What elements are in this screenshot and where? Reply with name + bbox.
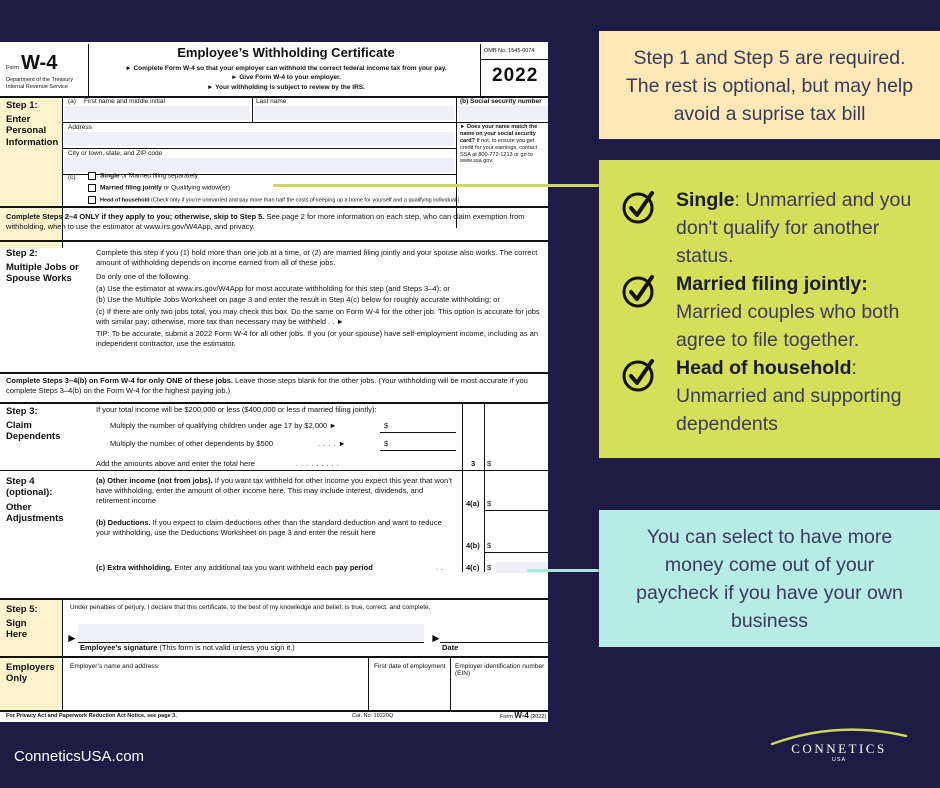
signature-field[interactable] [78, 624, 424, 641]
ein-label: Employer identification number (EIN) [455, 663, 545, 678]
step3-subtitle: Claim Dependents [6, 420, 61, 443]
checkmark-circle-icon [621, 273, 657, 309]
filing-status-single: Single: Unmarried and you don't qualify for another status. [621, 186, 930, 270]
step4-subtitle: Other Adjustments [6, 502, 64, 525]
omb-number: OMB No. 1545-0074 [484, 48, 535, 54]
checkmark-circle-icon [621, 189, 657, 225]
last-name-field[interactable] [254, 106, 454, 120]
connector-extra-withholding [527, 569, 599, 572]
married-option[interactable]: Married filing jointly or Qualifying widow(er) [88, 184, 230, 192]
perjury-statement: Under penalties of perjury, I declare that this certificate, to the best of my knowledge and belief, is true, correct, and complete. [70, 604, 431, 611]
ssn-field[interactable] [458, 106, 548, 120]
step1-title: Step 1: [6, 100, 38, 111]
step2-title: Step 2: [6, 248, 38, 259]
step1-subtitle: Enter Personal Information [6, 114, 59, 148]
date-label: Date [442, 643, 459, 652]
city-label: City or town, state, and ZIP code [68, 150, 163, 157]
required-steps-card [599, 31, 940, 139]
step4b-text: (b) Deductions. If you expect to claim deductions other than the standard deduction and want to reduce your withholding, use the Deductions Worksheet on page 3 and enter the result here [96, 518, 442, 537]
required-steps-text: Step 1 and Step 5 are required. The rest is optional, but may help avoid a suprise tax bill [625, 47, 914, 125]
logo-sub: USA [831, 757, 847, 763]
w4-form-image: Form W-4 Department of the Treasury Internal Revenue Service Employee’s Withholding Certificate ► Complete Form W-4 so that your employer can withhold the correct federal income tax from your pay. ► Give Form W-4 to your employer. ► Your withholding is subject to review by the IRS. OMB No. 1545-0074 2022 Step 1: Enter Personal Information (a) First name and middle initial Last name (b) Social security number Address City or town, state, and ZIP code ► Does your name match the name on your social security card? If not, to ensure you get credit for your earnings, contact SSA at 800-772-1213 or go to www.ssa.gov. (c) Single or Married filing separately Married filing jointly or Qualifying widow(er) Head of household (Check only if you’re unmarried and pay more than half the costs of keeping up a home for yourself and a qualifying individual.) Complete Steps 2–4 ONLY if they apply to you; otherwise, skip to Step 5. See page 2 for more information on each step, who can claim exemption from withholding, when to use the estimator at www.irs.gov/W4App, and privacy. Step 2: Multiple Jobs or Spouse Works Complete this step if you (1) hold more than one job at a time, or (2) are married filing jointly and your spouse also works. The correct amount of withholding depends on income earned from all of these jobs. Do only one of the following. (a) Use the estimator at www.irs.gov/W4App for most accurate withholding for this step (and Steps 3–4); or (b) Use the Multiple Jobs Worksheet on page 3 and enter the result in Step 4(c) below for roughly accurate withholding; or (c) If there are only two jobs total, you may check this box. Do the same on Form W-4 for the other job. This option is accurate for jobs with similar pay; otherwise, more tax than necessary may be withheld . . ► TIP: To be accurate, submit a 2022 Form W-4 for all other jobs. If you (or your spouse) have self-employment income, including as an independent contractor, use the estimator. Complete Steps 3–4(b) on Form W-4 for only ONE of these jobs. Leave those steps blank for the other jobs. (Your withholding will be most accurate if you complete Steps 3–4(b) on the Form W-4 for the highest paying job.) Step 3: Claim Dependents If your total income will be $200,000 or less ($400,000 or less if married filing jointly): Multiply the number of qualifying children under age 17 by $2,000 ► $ Multiply the number of other dependents by $500 ....► $ Add the amounts above and enter the total here ......... 3 $ Step 4 (optional): Other Adjustments (a) Other income (not from jobs). If you want tax withheld for other income you expect this year that won’t have withholding, enter the amount of other income here. This may include interest, dividends, and retirement income 4(a) $ (b) Deductions. If you expect to claim deductions other than the standard deduction and want to reduce your withholding, use the Deductions Worksheet on page 3 and enter the result here 4(b) $ (c) Extra withholding. Enter any additional tax you want withheld each pay period .. 4(c) $ Step 5: Sign Here Under penalties of perjury, I declare that this certificate, to the best of my knowledge and belief, is true, correct, and complete. ► Employee’s signature (This form is not valid unless you sign it.) ► Date Employers Only Employer’s name and address First date of employment Employer identification number (EIN) For Privacy Act and Paperwork Reduction Act Notice, see page 3. Cat. No. 10220Q Form W-4 (2022) [0, 42, 548, 722]
step5-subtitle: Sign Here [6, 618, 28, 641]
hoh-option[interactable]: Head of household (Check only if you’re unmarried and pay more than half the costs of keeping up a home for yourself and a qualifying individual.) [88, 196, 460, 204]
hoh-checkbox[interactable] [88, 196, 96, 204]
tax-year: 2022 [492, 65, 539, 86]
instruction-steps-3-4: Complete Steps 3–4(b) on Form W-4 for only ONE of these jobs. Leave those steps blank for the other jobs. (Your withholding will be most accurate if you complete Steps 3–4(b) on the Form W-4 for the highest paying job.) [6, 376, 528, 396]
logo-name: CONNETICS [791, 741, 887, 756]
instruction-steps-2-4: Complete Steps 2–4 ONLY if they apply to you; otherwise, skip to Step 5. See page 2 for more information on each step, who can claim exemption from withholding, when to use the estimator at www.irs.gov/W4App, and privacy. [6, 212, 525, 232]
connetics-logo [768, 726, 910, 766]
extra-withholding-text: You can select to have more money come out of your paycheck if you have your own business [636, 526, 903, 632]
step5-title: Step 5: [6, 604, 38, 615]
website-link[interactable]: ConneticsUSA.com [14, 748, 145, 765]
filing-status-hoh: Head of household: Unmarried and supporting dependents [621, 354, 930, 438]
single-checkbox[interactable] [88, 172, 96, 180]
address-label: Address [68, 124, 92, 131]
step2-body: Complete this step if you (1) hold more than one job at a time, or (2) are married filing jointly and your spouse also works. The correct amount of withholding depends on income earned from all of these jobs. Do only one of the following. (a) Use the estimator at www.irs.gov/W4App for most accurate withholding for this step (and Steps 3–4); or (b) Use the Multiple Jobs Worksheet on page 3 and enter the result in Step 4(c) below for roughly accurate withholding; or (c) If there are only two jobs total, you may check this box. Do the same on Form W-4 for the other job. This option is accurate for jobs with similar pay; otherwise, more tax than necessary may be withheld . . ► TIP: To be accurate, submit a 2022 Form W-4 for all other jobs. If you (or your spouse) have self-employment income, including as an independent contractor, use the estimator. [96, 248, 540, 348]
step4-title: Step 4 (optional): [6, 476, 53, 499]
step2-subtitle: Multiple Jobs or Spouse Works [6, 262, 79, 285]
city-field[interactable] [64, 158, 454, 172]
filing-status-married: Married filing jointly: Married couples who both agree to file together. [621, 270, 930, 354]
extra-withholding-card [599, 510, 940, 647]
first-name-label: First name and middle initial [84, 98, 165, 105]
ssn-label: (b) Social security number [460, 98, 542, 105]
catalog-number: Cat. No. 10220Q [352, 713, 394, 719]
employer-name-label: Employer’s name and address [70, 663, 158, 670]
single-option[interactable]: Single or Married filing separately [88, 172, 198, 180]
connector-filing-status [273, 184, 599, 187]
form-title: Employee’s Withholding Certificate [177, 45, 395, 60]
step4a-text: (a) Other income (not from jobs). If you want tax withheld for other income you expect this year that won’t have withholding, enter the amount of other income here. This may include interest, dividends, and retirement income [96, 476, 452, 505]
form-code-text: W-4 [21, 52, 58, 74]
first-date-label: First date of employment [374, 663, 446, 670]
step5-shade [0, 600, 62, 710]
form-subtitles: ► Complete Form W-4 so that your employer can withhold the correct federal income tax from your pay. ► Give Form W-4 to your employer. ► Your withholding is subject to review by the IRS. [125, 65, 447, 91]
married-checkbox[interactable] [88, 184, 96, 192]
department: Department of the Treasury Internal Revenue Service [6, 77, 73, 91]
privacy-notice: For Privacy Act and Paperwork Reduction Act Notice, see page 3. [6, 713, 177, 719]
employers-title: Employers Only [6, 662, 55, 685]
ssn-note: ► Does your name match the name on your social security card? If not, to ensure you get credit for your earnings, contact SSA at 800-772-1213 or go to www.ssa.gov. [460, 124, 538, 165]
address-field[interactable] [64, 132, 454, 146]
filing-status-card [599, 160, 940, 458]
footer-form-code: Form W-4 (2022) [500, 711, 547, 720]
step4c-text: (c) Extra withholding. Enter any additional tax you want withheld each pay period [96, 563, 373, 572]
signature-label: Employee’s signature (This form is not valid unless you sign it.) [80, 643, 295, 652]
form-word: Form [6, 65, 19, 71]
checkmark-circle-icon [621, 357, 657, 393]
step3-title: Step 3: [6, 406, 38, 417]
last-name-label: Last name [256, 98, 287, 105]
form-code [6, 52, 57, 75]
first-name-field[interactable] [64, 106, 250, 120]
